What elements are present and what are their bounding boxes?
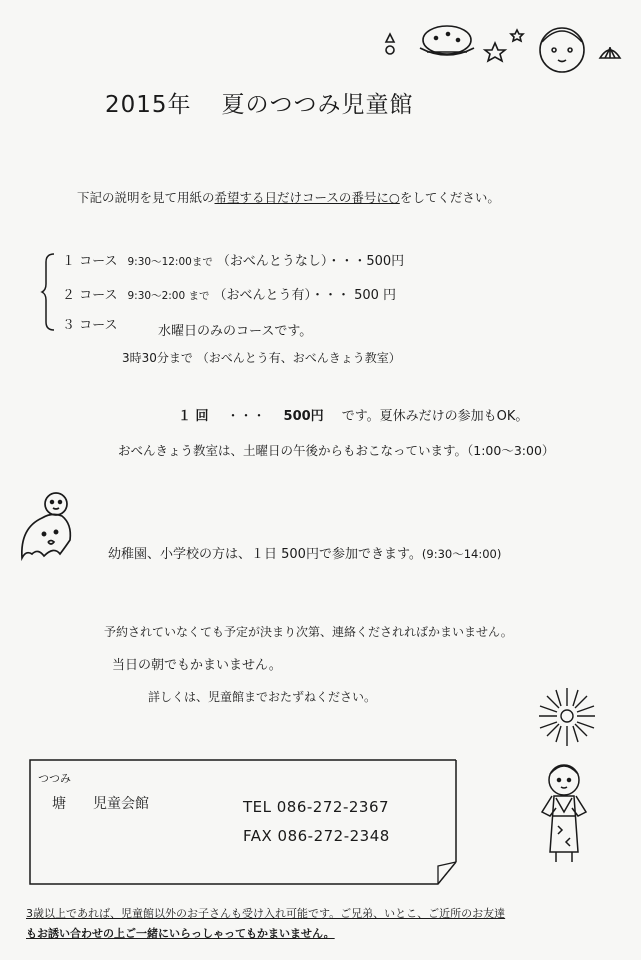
course-3-sub: 3時30分まで （おべんとう有、おべんきょう教室） [122, 351, 401, 365]
page-title [105, 86, 414, 119]
org-kana: つつみ [38, 772, 71, 785]
intro-instruction [77, 188, 500, 206]
title-main: 夏のつつみ児童館 [221, 92, 414, 118]
yukata-child-illustration-icon [536, 758, 596, 868]
single-visit-line [178, 405, 528, 424]
once-label: １ 回 [178, 409, 209, 424]
fax-number: FAX 086-272-2348 [243, 827, 390, 845]
title-year: 2015年 [105, 92, 192, 118]
contact-box [28, 758, 462, 886]
reservation-note: 予約されていなくても予定が決まり次第、連絡くだされればかまいません。 [104, 625, 513, 639]
course-1-time: 9:30～12:00まで [127, 256, 213, 268]
course-2 [62, 284, 396, 303]
intro-underlined: 希望する日だけコースの番号に○ [214, 190, 400, 205]
course-3-note: 水曜日のみのコースです。 [158, 324, 313, 339]
course-bracket [42, 252, 62, 332]
tel-number: TEL 086-272-2367 [243, 798, 390, 816]
course-3-label: ３ コース [62, 318, 118, 333]
org-name: 児童会館 [93, 796, 149, 812]
course-2-detail: （おべんとう有）・・・ 500 円 [213, 288, 397, 303]
same-day-note: 当日の朝でもかまいません。 [112, 658, 282, 673]
once-note: です。夏休みだけの参加もOK。 [341, 409, 529, 424]
org-name-kanji: 塘 [52, 796, 66, 812]
intro-post: をしてください。 [399, 190, 500, 205]
fireworks-illustration-icon [532, 684, 602, 754]
kinder-note [108, 543, 501, 562]
kinder-time: (9:30～14:00) [421, 547, 502, 561]
once-dots: ・・・ [226, 409, 266, 424]
details-note: 詳しくは、児童館までおたずねください。 [148, 690, 377, 704]
footer-note-line-1: 3歳以上であれば、児童館以外のお子さんも受け入れ可能です。ご兄弟、いとこ、ご近所のお友達 [26, 907, 506, 920]
course-2-time: 9:30～2:00 まで [127, 290, 210, 302]
course-1 [62, 250, 404, 269]
ghost-illustration-icon [12, 488, 82, 568]
footer-note-line-2: もお誘い合わせの上ご一緒にいらっしゃってもかまいません。 [26, 927, 335, 940]
ufo-stars-child-illustration-icon [372, 10, 632, 80]
intro-pre: 下記の説明を見て用紙の [77, 190, 215, 205]
course-1-label: １ コース [62, 254, 118, 269]
study-class-note: おべんきょう教室は、土曜日の午後からもおこなっています。（1:00～3:00） [118, 443, 555, 458]
course-2-label: ２ コース [62, 288, 118, 303]
kinder-note-text: 幼稚園、小学校の方は、１日 500円で参加できます。 [108, 547, 422, 562]
once-price: 500円 [283, 409, 324, 424]
course-1-detail: （おべんとうなし）・・・500円 [216, 254, 405, 269]
